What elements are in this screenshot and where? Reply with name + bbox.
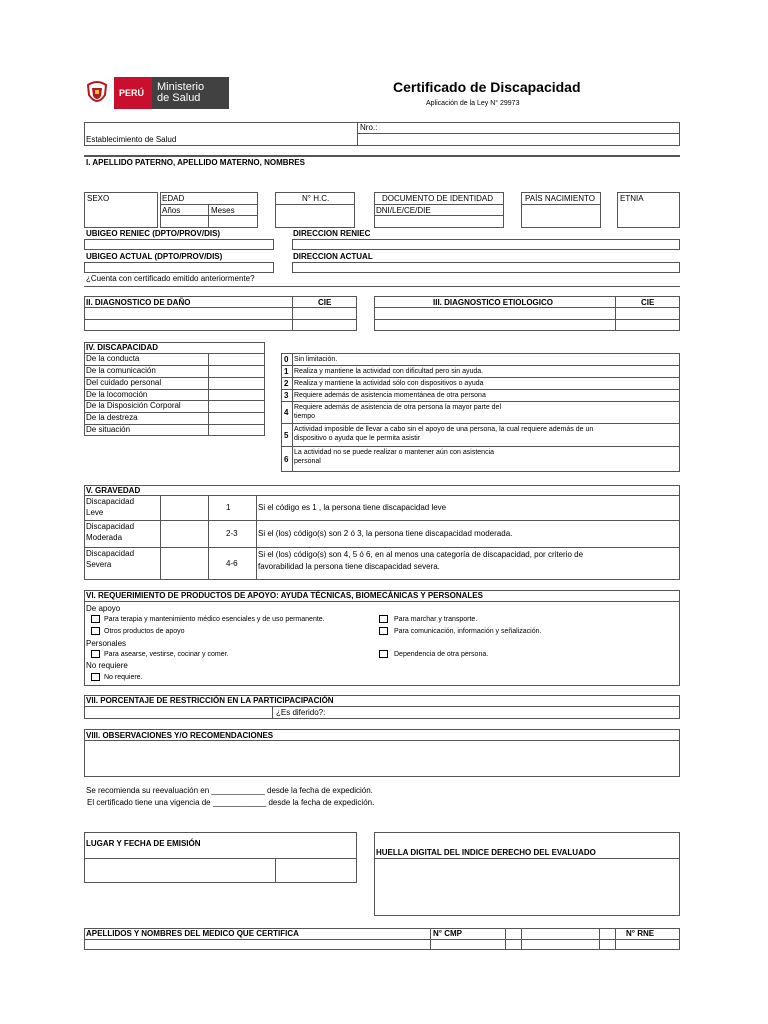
opt1-checkbox[interactable] <box>91 615 100 623</box>
ministerio-logo <box>84 77 229 109</box>
huella-box[interactable] <box>374 832 680 916</box>
code-description: Actividad imposible de llevar a cabo sin el apoyo de una persona, la cual requiere además de un <box>294 426 594 433</box>
establecimiento-label: Establecimiento de Salud <box>86 135 177 144</box>
code-description-cont: personal <box>294 458 321 465</box>
doc-label: DOCUMENTO DE IDENTIDAD <box>382 194 493 203</box>
code-description-cont: tiempo <box>294 413 316 420</box>
vigencia-note: El certificado tiene una vigencia de ____________ desde la fecha de expedición. <box>87 798 375 807</box>
discapacidad-item: De situación <box>86 425 131 434</box>
code-number: 0 <box>284 355 289 364</box>
section3-title: III. DIAGNOSTICO ETIOLOGICO <box>433 298 554 307</box>
code-number: 5 <box>284 431 289 440</box>
opt5-checkbox[interactable] <box>91 650 100 658</box>
opt3-label: Otros productos de apoyo <box>104 628 185 635</box>
anos-label: Años <box>162 206 181 215</box>
no-requiere-head: No requiere <box>86 661 128 670</box>
gravedad-description: Si el código es 1 , la persona tiene discapacidad leve <box>258 503 447 512</box>
section6-title: VI. REQUERIMIENTO DE PRODUCTOS DE APOYO: AYUDA TÉCNICAS, BIOMECÁNICAS Y PERSONALES <box>86 591 483 600</box>
nombres-field[interactable] <box>84 170 680 188</box>
coat-of-arms-icon <box>84 79 110 107</box>
ubigeo-actual-field[interactable] <box>84 262 274 273</box>
establecimiento-field[interactable] <box>358 134 678 145</box>
opt4-label: Para comunicación, información y señalización. <box>394 628 542 635</box>
lugar-field[interactable] <box>85 859 274 882</box>
huella-label: HUELLA DIGITAL DEL INDICE DERECHO DEL EVALUADO <box>376 848 596 857</box>
section2-title: II. DIAGNOSTICO DE DAÑO <box>86 298 191 307</box>
nro-label: Nro.: <box>360 123 378 132</box>
opt6-checkbox[interactable] <box>379 650 388 658</box>
code-number: 2 <box>284 379 289 388</box>
code-description: La actividad no se puede realizar o mantener aún con asistencia <box>294 449 495 456</box>
discapacidad-code-field[interactable] <box>209 401 264 411</box>
gravedad-mark-field[interactable] <box>161 521 207 546</box>
ministry-badge <box>152 77 229 109</box>
diferido-label: ¿Es diferido?: <box>276 708 326 717</box>
discapacidad-item: De la comunicación <box>86 366 156 375</box>
discapacidad-item: De la conducta <box>86 354 140 363</box>
direccion-actual-label: DIRECCION ACTUAL <box>293 252 373 261</box>
discapacidad-item: De la locomoción <box>86 390 148 399</box>
opt7-label: No requiere. <box>104 674 143 681</box>
certificado-previo-label: ¿Cuenta con certificado emitido anteriormente? <box>86 274 255 283</box>
code-description: Requiere además de asistencia momentánea de otra persona <box>294 392 486 399</box>
ubigeo-reniec-field[interactable] <box>84 239 274 250</box>
section7-title: VII. PORCENTAJE DE RESTRICCIÓN EN LA PARTICIPACIPACIÓN <box>86 696 334 705</box>
gravedad-code: 4-6 <box>226 559 238 568</box>
discapacidad-code-field[interactable] <box>209 378 264 388</box>
medico-label: APELLIDOS Y NOMBRES DEL MEDICO QUE CERTIFICA <box>86 929 299 938</box>
gravedad-mark-field[interactable] <box>161 496 207 519</box>
opt5-label: Para asearse, vestirse, cocinar y comer. <box>104 651 229 658</box>
code-description-cont: dispositivo o ayuda que le permita asistir <box>294 435 421 442</box>
gravedad-level: Moderada <box>86 533 123 542</box>
discapacidad-code-field[interactable] <box>209 354 264 364</box>
gravedad-label: Discapacidad <box>86 522 135 531</box>
section3-cie: CIE <box>641 298 655 307</box>
de-apoyo-label: De apoyo <box>86 604 121 613</box>
page-subtitle: Aplicación de la Ley N° 29973 <box>426 100 520 107</box>
ministry-line1: Ministerio <box>157 81 205 93</box>
discapacidad-code-field[interactable] <box>209 425 264 435</box>
direccion-reniec-label: DIRECCION RENIEC <box>293 229 371 238</box>
gravedad-code: 2-3 <box>226 529 238 538</box>
direccion-reniec-field[interactable] <box>292 239 680 250</box>
medico-field[interactable] <box>85 940 429 949</box>
section5-title: V. GRAVEDAD <box>86 486 141 495</box>
gravedad-description-cont: favorabilidad la persona tiene discapacidad severa. <box>258 562 440 571</box>
discapacidad-item: De la destreza <box>86 413 138 422</box>
discapacidad-item: Del cuidado personal <box>86 378 162 387</box>
sexo-label: SEXO <box>87 194 110 203</box>
pais-label: PAÍS NACIMIENTO <box>525 194 595 203</box>
section2-cie: CIE <box>318 298 332 307</box>
personales-label: Personales <box>86 639 127 648</box>
opt2-label: Para marchar y transporte. <box>394 616 478 623</box>
fecha-field[interactable] <box>276 859 356 882</box>
opt2-checkbox[interactable] <box>379 615 388 623</box>
doc-types-label: DNI/LE/CE/DIE <box>376 206 431 215</box>
gravedad-description: Si el (los) código(s) son 2 ó 3, la persona tiene discapacidad moderada. <box>258 529 513 538</box>
section4-title: IV. DISCAPACIDAD <box>86 343 159 352</box>
gravedad-label: Discapacidad <box>86 497 135 506</box>
section8-title: VIII. OBSERVACIONES Y/O RECOMENDACIONES <box>86 731 274 740</box>
discapacidad-item: De la Disposición Corporal <box>86 401 181 410</box>
direccion-actual-field[interactable] <box>292 262 680 273</box>
code-description: Requiere además de asistencia de otra persona la mayor parte del <box>294 404 502 411</box>
opt6-label: Dependencia de otra persona. <box>394 651 489 658</box>
discapacidad-code-field[interactable] <box>209 413 264 423</box>
code-number: 3 <box>284 391 289 400</box>
gravedad-label: Discapacidad <box>86 549 135 558</box>
opt1-label: Para terapia y mantenimiento médico esenciales y de uso permanente. <box>104 616 325 623</box>
code-description: Sin limitación. <box>294 356 338 363</box>
edad-label: EDAD <box>162 194 185 203</box>
ubigeo-actual-label: UBIGEO ACTUAL (DPTO/PROV/DIS) <box>86 252 223 261</box>
ubigeo-reniec-label: UBIGEO RENIEC (DPTO/PROV/DIS) <box>86 229 221 238</box>
rne-label: N° RNE <box>626 929 655 938</box>
code-number: 6 <box>284 455 289 464</box>
code-description: Realiza y mantiene la actividad con dificultad pero sin ayuda. <box>294 368 484 375</box>
ministry-line2: de Salud <box>157 92 201 104</box>
code-number: 1 <box>284 367 289 376</box>
gravedad-mark-field[interactable] <box>161 548 207 579</box>
productos-apoyo-box <box>84 590 680 686</box>
gravedad-level: Severa <box>86 560 112 569</box>
code-description: Realiza y mantiene la actividad sólo con dispositivos o ayuda <box>294 380 484 387</box>
section1-title: I. APELLIDO PATERNO, APELLIDO MATERNO, NOMBRES <box>86 158 305 167</box>
hc-label: N° H.C. <box>302 194 330 203</box>
lugar-label: LUGAR Y FECHA DE EMISIÓN <box>86 839 201 848</box>
gravedad-description: Si el (los) código(s) son 4, 5 ó 6, en al menos una categoría de discapacidad, por criterio de <box>258 550 584 559</box>
discapacidad-code-field[interactable] <box>209 366 264 376</box>
peru-badge <box>114 77 152 109</box>
gravedad-level: Leve <box>86 508 104 517</box>
diferido-field[interactable] <box>334 707 678 718</box>
page-title: Certificado de Discapacidad <box>393 79 581 95</box>
reevaluacion-note: Se recomienda su reevaluación en ____________ desde la fecha de expedición. <box>86 786 373 795</box>
nro-field[interactable] <box>390 123 678 133</box>
etnia-label: ETNIA <box>620 194 644 203</box>
opt7-checkbox[interactable] <box>91 673 100 681</box>
opt3-checkbox[interactable] <box>91 627 100 635</box>
code-number: 4 <box>284 408 289 417</box>
cmp-label: N° CMP <box>433 929 462 938</box>
meses-label: Meses <box>211 206 235 215</box>
discapacidad-code-field[interactable] <box>209 390 264 400</box>
gravedad-code: 1 <box>226 503 231 512</box>
peru-text: PERÚ <box>119 88 145 98</box>
opt4-checkbox[interactable] <box>379 627 388 635</box>
